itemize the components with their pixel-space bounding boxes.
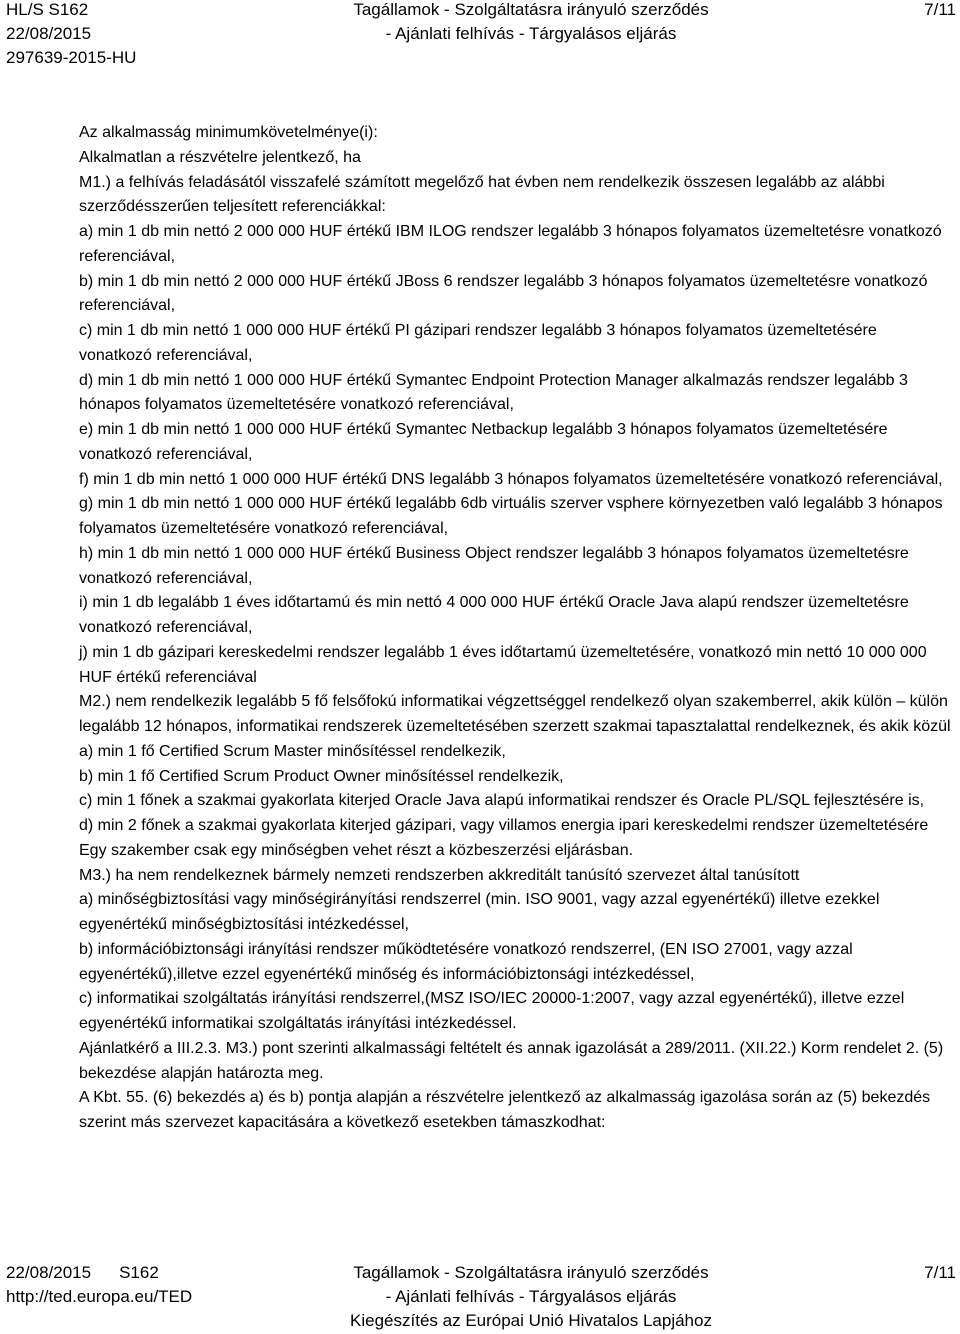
notice-number: 297639-2015-HU — [6, 48, 137, 67]
doc-id: HL/S S162 — [6, 0, 89, 19]
body-paragraph: A Kbt. 55. (6) bekezdés a) és b) pontja alapján a részvételre jelentkező az alkalmasság igazolása során az (5) bekezdés szerint más szervezet kapacitására a következő esetekben támaszkodhat: — [79, 1089, 931, 1131]
body-paragraph: d) min 1 db min nettó 1 000 000 HUF értékű Symantec Endpoint Protection Manager alkalmazás rendszer legalább 3 hónapos folyamatos üzemeltetésére vonatkozó referenciával, — [79, 371, 908, 414]
body-paragraph: h) min 1 db min nettó 1 000 000 HUF értékű Business Object rendszer legalább 3 hónapos folyamatos üzemeltetésre vonatkozó referenciával, — [79, 544, 909, 587]
body-paragraph: M2.) nem rendelkezik legalább 5 fő felsőfokú informatikai végzettséggel rendelkező olyan szakemberrel, akik külön – külön legalább 12 hónapos, informatikai rendszerek üzemeltetésében szerzett szakmai tapasztalattal rendelkeznek, és akik közül — [79, 693, 951, 735]
body-paragraph: a) minőségbiztosítási vagy minőségirányítási rendszerrel (min. ISO 9001, vagy azzal egyenértékű) illetve ezekkel egyenértékű minőségbiztosítási intézkedéssel, — [79, 891, 880, 933]
footer-page-number: 7/11 — [924, 1263, 956, 1282]
footer-right — [924, 1261, 956, 1285]
body-paragraph: a) min 1 db min nettó 2 000 000 HUF értékű IBM ILOG rendszer legalább 3 hónapos folyamatos üzemeltetésre vonatkozó referenciával, — [79, 223, 942, 265]
header-title-line2: - Ajánlati felhívás - Tárgyalásos eljárás — [385, 24, 677, 43]
body-paragraph: i) min 1 db legalább 1 éves időtartamú és min nettó 4 000 000 HUF értékű Oracle Java alapú rendszer üzemeltetésre vonatkozó referenciával, — [79, 594, 909, 636]
footer-code: S162 — [119, 1263, 159, 1282]
footer-title — [331, 1261, 731, 1333]
footer-date: 22/08/2015 — [6, 1263, 92, 1282]
body-paragraph: M3.) ha nem rendelkeznek bármely nemzeti rendszerben akkreditált tanúsító szervezet által tanúsított — [79, 866, 800, 884]
page-header — [0, 0, 960, 70]
body-paragraph: Egy szakember csak egy minőségben vehet részt a közbeszerzési eljárásban. — [79, 841, 634, 859]
footer-title-line1: Tagállamok - Szolgáltatásra irányuló szerződés — [353, 1263, 709, 1282]
body-paragraph: e) min 1 db min nettó 1 000 000 HUF értékű Symantec Netbackup legalább 3 hónapos folyamatos üzemeltetésére vonatkozó referenciával, — [79, 421, 888, 463]
body-paragraph: Alkalmatlan a részvételre jelentkező, ha — [79, 148, 361, 166]
body-paragraph: a) min 1 fő Certified Scrum Master minősítéssel rendelkezik, — [79, 742, 506, 760]
header-right — [924, 0, 956, 22]
body-paragraph: Ajánlatkérő a III.2.3. M3.) pont szerinti alkalmassági feltételt és annak igazolását a 289/2011. (XII.22.) Korm rendelet 2. (5) bekezdése alapján határozta meg. — [79, 1039, 944, 1082]
body-paragraph: b) információbiztonsági irányítási rendszer működtetésére vonatkozó rendszerrel, (EN ISO 27001, vagy azzal egyenértékű),illetve ezzel egyenértékű minőség és információbiztonsági intézkedéssel, — [79, 940, 853, 983]
body-paragraph: c) min 1 db min nettó 1 000 000 HUF értékű PI gázipari rendszer legalább 3 hónapos folyamatos üzemeltetésére vonatkozó referenciával, — [79, 322, 877, 364]
body-paragraph: d) min 2 főnek a szakmai gyakorlata kiterjed gázipari, vagy villamos energia ipari kereskedelmi rendszer üzemeltetésére — [79, 817, 929, 834]
body-paragraph: f) min 1 db min nettó 1 000 000 HUF értékű DNS legalább 3 hónapos folyamatos üzemeltetésére vonatkozó referenciával, — [79, 470, 943, 488]
body-paragraph: c) min 1 főnek a szakmai gyakorlata kiterjed Oracle Java alapú informatikai rendszer és Oracle PL/SQL fejlesztésére is, — [79, 792, 925, 810]
body-paragraph: j) min 1 db gázipari kereskedelmi rendszer legalább 1 éves időtartamú üzemeltetésére, vonatkozó min nettó 10 000 000 HUF értékű referenciával — [79, 643, 927, 686]
footer-left — [6, 1261, 192, 1309]
body-paragraph: M1.) a felhívás feladásától visszafelé számított megelőző hat évben nem rendelkezik összesen legalább az alábbi szerződésszerűen teljesített referenciákkal: — [79, 173, 885, 216]
footer-url[interactable]: http://ted.europa.eu/TED — [6, 1287, 193, 1306]
footer-title-line2: - Ajánlati felhívás - Tárgyalásos eljárás — [385, 1287, 677, 1306]
header-date: 22/08/2015 — [6, 24, 92, 43]
footer-title-line3: Kiegészítés az Európai Unió Hivatalos Lapjához — [350, 1311, 712, 1330]
page-footer — [0, 1261, 960, 1333]
header-page-number: 7/11 — [924, 0, 956, 19]
body-paragraph: b) min 1 db min nettó 2 000 000 HUF értékű JBoss 6 rendszer legalább 3 hónapos folyamatos üzemeltetésre vonatkozó referenciával, — [79, 272, 928, 315]
header-title-line1: Tagállamok - Szolgáltatásra irányuló szerződés — [353, 0, 709, 19]
document-body — [79, 121, 951, 1136]
body-paragraph: c) informatikai szolgáltatás irányítási rendszerrel,(MSZ ISO/IEC 20000-1:2007, vagy azzal egyenértékű), illetve ezzel egyenértékű informatikai szolgáltatás irányítási intézkedéssel. — [79, 990, 905, 1032]
footer-date-row — [6, 1261, 192, 1285]
header-title — [331, 0, 731, 46]
body-paragraph: g) min 1 db min nettó 1 000 000 HUF értékű legalább 6db virtuális szerver vsphere környezetben való legalább 3 hónapos folyamatos üzemeltetésére vonatkozó referenciával, — [79, 495, 943, 537]
header-left — [6, 0, 136, 70]
body-paragraph: b) min 1 fő Certified Scrum Product Owner minősítéssel rendelkezik, — [79, 767, 564, 785]
body-paragraph: Az alkalmasság minimumkövetelménye(i): — [79, 124, 378, 141]
